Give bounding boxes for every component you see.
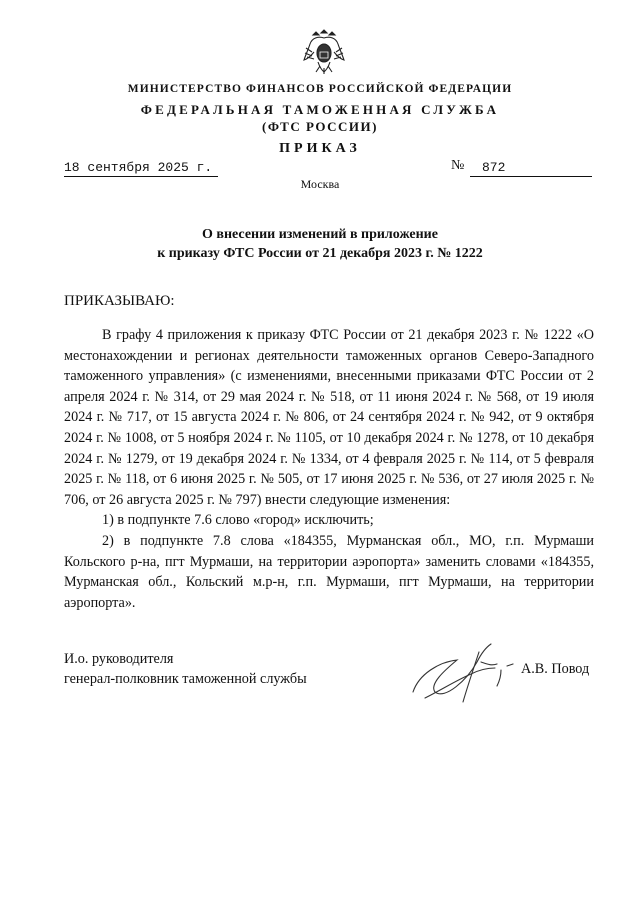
change-item-1: 1) в подпункте 7.6 слово «город» исключить; [102,512,374,529]
order-subject [0,225,640,263]
document-type: ПРИКАЗ [279,141,361,156]
change-item-2: 2) в подпункте 7.8 слова «184355, Мурманская обл., МО, г.п. Мурмаши Кольского р-на, пгт Мурмаши, на территории аэропорта» заменить словами «184355, Мурманская обл., Кольский м.р-н, г.п. Мурмаши, пгт Мурмаши, на территории аэропорта». [64,532,594,611]
orders-word: ПРИКАЗЫВАЮ: [64,293,175,309]
signatory-role [64,649,307,689]
role-line-1: И.о. руководителя [64,651,174,667]
ministry-name: МИНИСТЕРСТВО ФИНАНСОВ РОССИЙСКОЙ ФЕДЕРАЦИИ [127,83,513,95]
service-abbreviation: (ФТС РОССИИ) [262,119,378,134]
order-number: 872 [470,160,592,177]
number-sign: № [451,158,465,173]
service-name: ФЕДЕРАЛЬНАЯ ТАМОЖЕННАЯ СЛУЖБА [140,102,500,117]
city: Москва [300,177,340,191]
signatory-name: А.В. Повод [521,661,590,677]
role-line-2: генерал-полковник таможенной службы [64,671,307,687]
order-body [64,325,594,613]
order-date: 18 сентября 2025 г. [64,160,218,177]
subject-line-1: О внесении изменений в приложение [202,227,438,242]
main-paragraph: В графу 4 приложения к приказу ФТС России от 21 декабря 2023 г. № 1222 «О местонахождении и регионах деятельности таможенных органов Северо-Западного таможенного управления» (с изменениями, внесенными приказами ФТС России от 2 апреля 2024 г. № 314, от 29 мая 2024 г. № 518, от 11 июня 2024 г. № 568, от 19 июля 2024 г. № 717, от 15 августа 2024 г. № 806, от 24 сентября 2024 г. № 942, от 9 октября 2024 г. № 1008, от 5 ноября 2024 г. № 1105, от 10 декабря 2024 г. № 1278, от 10 декабря 2024 г. № 1279, от 19 декабря 2024 г. № 1334, от 4 февраля 2025 г. № 114, от 5 февраля 2025 г. № 118, от 6 июня 2025 г. № 505, от 17 июня 2025 г. № 536, от 27 июля 2025 г. № 706, от 26 августа 2025 г. № 797) внести следующие изменения: [64,327,594,508]
subject-line-2: к приказу ФТС России от 21 декабря 2023 г. № 1222 [157,246,483,261]
handwritten-signature-icon [405,640,520,710]
state-emblem-icon [302,26,346,76]
